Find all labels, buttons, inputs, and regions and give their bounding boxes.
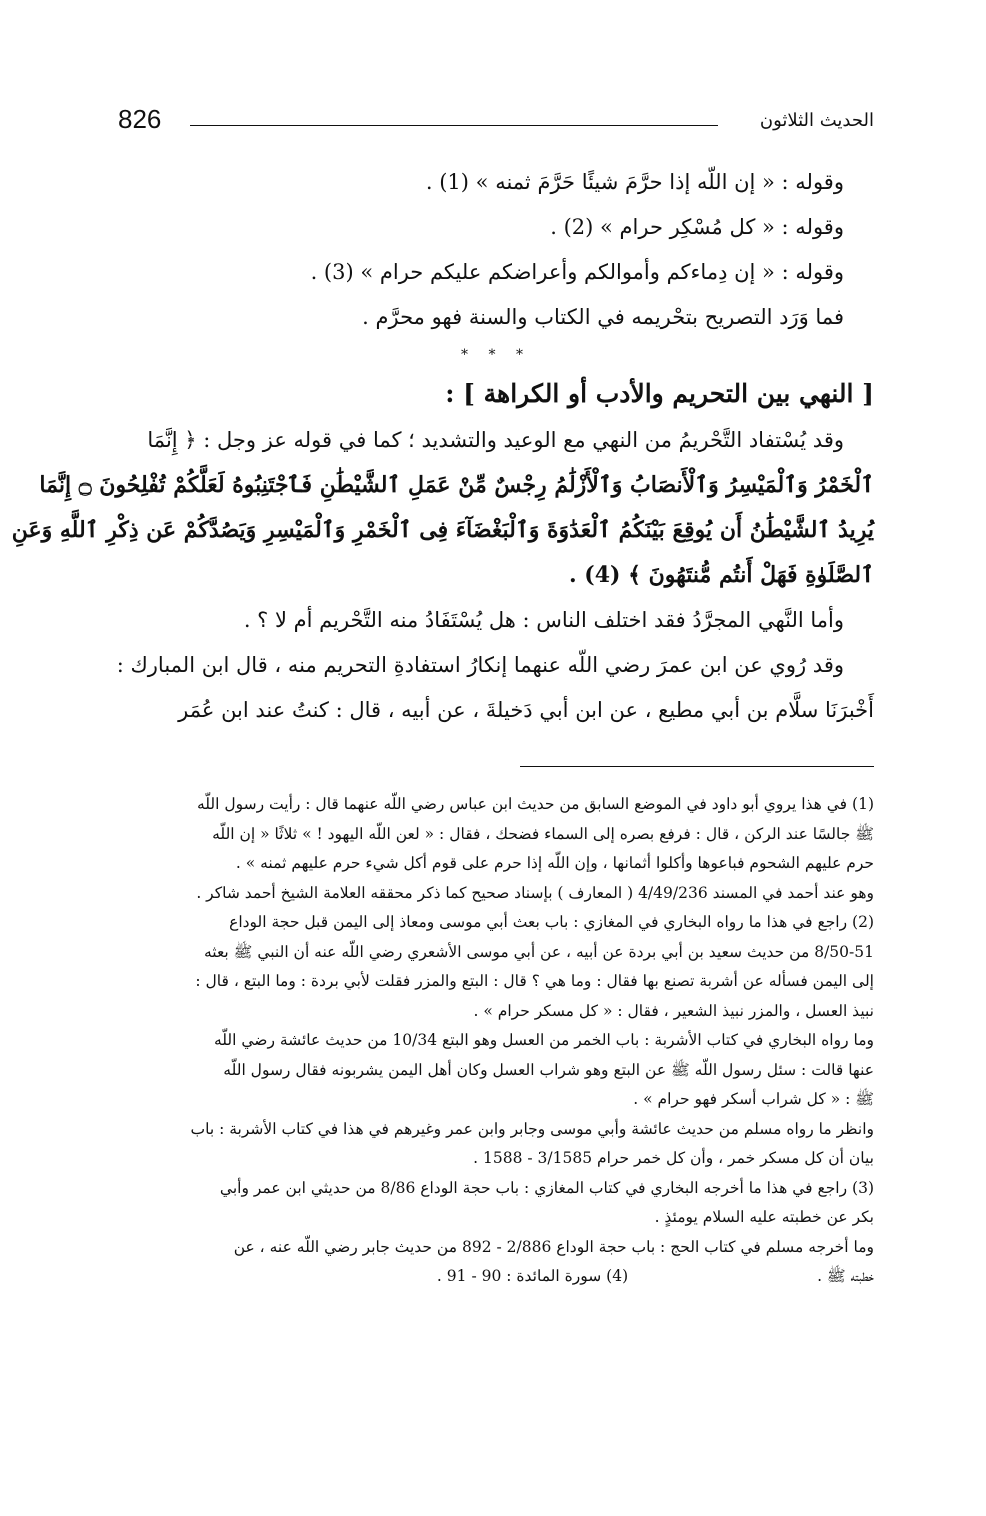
footnote-last-row (118, 1262, 874, 1292)
footnote-line: إلى اليمن فسأله عن أشربة تصنع بها فقال : وما هي ؟ قال : البتع والمزر فقلت لأبي بردة : وما البتع ، قال : (195, 972, 874, 990)
footnote-line: بكر عن خطبته عليه السلام يومئذٍ . (654, 1208, 874, 1226)
footnote-rule (520, 766, 874, 767)
header-rule (190, 125, 718, 126)
footnote-line: وهو عند أحمد في المسند 4/49/236 ( المعارف ) بإسناد صحيح كما ذكر محققه العلامة الشيخ أحمد شاكر . (196, 883, 874, 902)
text-line: وقوله : « كل مُسْكِر حرام » (2) . (550, 215, 844, 239)
footnote-line: (1) في هذا يروي أبو داود في الموضع السابق من حديث ابن عباس رضي اللّه عنهما قال : رأيت رسول اللّه (196, 795, 874, 813)
footnote-line: (2) راجع في هذا ما رواه البخاري في المغازي : باب بعث أبي موسى ومعاذ إلى اليمن قبل حجة الوداع (229, 913, 874, 931)
footnote-2-cont (118, 1026, 874, 1115)
text-line: وقد رُوي عن ابن عمرَ رضي اللّه عنهما إنكارُ استفادةِ التحريم منه ، قال ابن المبارك : (116, 653, 844, 677)
quran-verse-line: ٱلْخَمْرُ وَٱلْمَيْسِرُ وَٱلْأَنصَابُ وَٱلْأَزْلَٰمُ رِجْسٌ مِّنْ عَمَلِ ٱلشَّيْطَٰنِ فَٱجْتَنِبُوهُ لَعَلَّكُمْ تُفْلِحُونَ ۝ إِنَّمَا (39, 472, 874, 498)
text-line: أَخْبرَنَا سلَّام بن أبي مطيع ، عن ابن أبي دَخيلةَ ، عن أبيه ، قال : كنتُ عند ابن عُمَر (178, 698, 874, 722)
main-text (11, 160, 874, 733)
footnote-line: وما رواه البخاري في كتاب الأشربة : باب الخمر من العسل وهو البتع 10/34 من حديث عائشة رضي اللّه (213, 1031, 874, 1049)
footnote-2 (118, 908, 874, 1026)
footnote-line: 8/50-51 من حديث سعيد بن أبي بردة عن أبيه ، عن أبي موسى الأشعري رضي اللّه عنه أن النبي ﷺ بعثه (203, 942, 874, 961)
footnote-line: حرم عليهم الشحوم فباعوها وأكلوا أثمانها ، وإن اللّه إذا حرم على قوم أكل شيء حرم عليهم ثمنه » . (235, 854, 874, 872)
footnote-3-cont (118, 1233, 874, 1292)
footnote-line: عنها قالت : سئل رسول اللّه ﷺ عن البتع وهو شراب العسل وكان أهل اليمن يشربونه فقال رسول اللّه (223, 1060, 874, 1079)
footnote-line: وانظر ما رواه مسلم من حديث عائشة وأبي موسى وجابر وابن عمر وغيرهم في هذا في كتاب الأشربة : باب (190, 1119, 874, 1138)
footnote-2-cont (118, 1115, 874, 1174)
page-number: 826 (118, 104, 162, 134)
footnote-line: خطبته ﷺ . (817, 1267, 874, 1285)
text-line: وقد يُسْتفاد التَّحْريمُ من النهي مع الوعيد والتشديد ؛ كما في قوله عز وجل : ﴿ إِنَّمَا (147, 428, 844, 452)
footnote-line: ﷺ : « كل شراب أسكر فهو حرام » . (633, 1090, 874, 1108)
footnote-line: بيان أن كل مسكر خمر ، وأن كل خمر حرام 3/1585 - 1588 . (473, 1149, 874, 1167)
quran-verse-line: يُرِيدُ ٱلشَّيْطَٰنُ أَن يُوقِعَ بَيْنَكُمُ ٱلْعَدَٰوَةَ وَٱلْبَغْضَآءَ فِى ٱلْخَمْرِ وَٱلْمَيْسِرِ وَيَصُدَّكُمْ عَن ذِكْرِ ٱللَّهِ وَعَنِ (11, 517, 874, 543)
text-line: وقوله : « إن دِماءكم وأموالكم وأعراضكم عليكم حرام » (3) . (310, 260, 844, 284)
footnote-3 (118, 1174, 874, 1233)
text-line: وأما النَّهي المجرَّدُ فقد اختلف الناس : هل يُسْتَفَادُ منه التَّحْريم أم لا ؟ . (243, 608, 844, 632)
footnote-line: وما أخرجه مسلم في كتاب الحج : باب حجة الوداع 2/886 - 892 من حديث جابر رضي اللّه عنه ، عن (233, 1237, 874, 1256)
footnote-line: نبيذ العسل ، والمزر نبيذ الشعير ، فقال : « كل مسكر حرام » . (473, 1001, 874, 1020)
section-separator: * * * (461, 347, 531, 363)
footnote-4: (4) سورة المائدة : 90 - 91 . (436, 1267, 629, 1285)
section-heading: [ النهي بين التحريم والأدب أو الكراهة ] : (445, 379, 874, 408)
footnote-1 (118, 790, 874, 908)
footnote-line: (3) راجع في هذا ما أخرجه البخاري في كتاب المغازي : باب حجة الوداع 8/86 من حديثي ابن عمر وأبي (219, 1178, 874, 1197)
running-header (118, 100, 874, 140)
quran-verse-line: ٱلصَّلَوٰةِ فَهَلْ أَنتُم مُّنتَهُونَ ﴾ (4) . (568, 562, 874, 588)
text-line: وقوله : « إن اللّه إذا حرَّمَ شيئًا حَرَّمَ ثمنه » (1) . (425, 170, 844, 194)
chapter-title: الحديث الثلاثون (759, 110, 874, 131)
footnotes (118, 790, 874, 1292)
text-line: فما وَرَد التصريح بتحْريمه في الكتاب والسنة فهو محرَّم . (362, 305, 844, 329)
spacer (118, 1262, 248, 1292)
footnote-line: ﷺ جالسًا عند الركن ، قال : فرفع بصره إلى السماء فضحك ، فقال : « لعن اللّه اليهود ! » ثلاثًا « إن اللّه (212, 824, 874, 843)
